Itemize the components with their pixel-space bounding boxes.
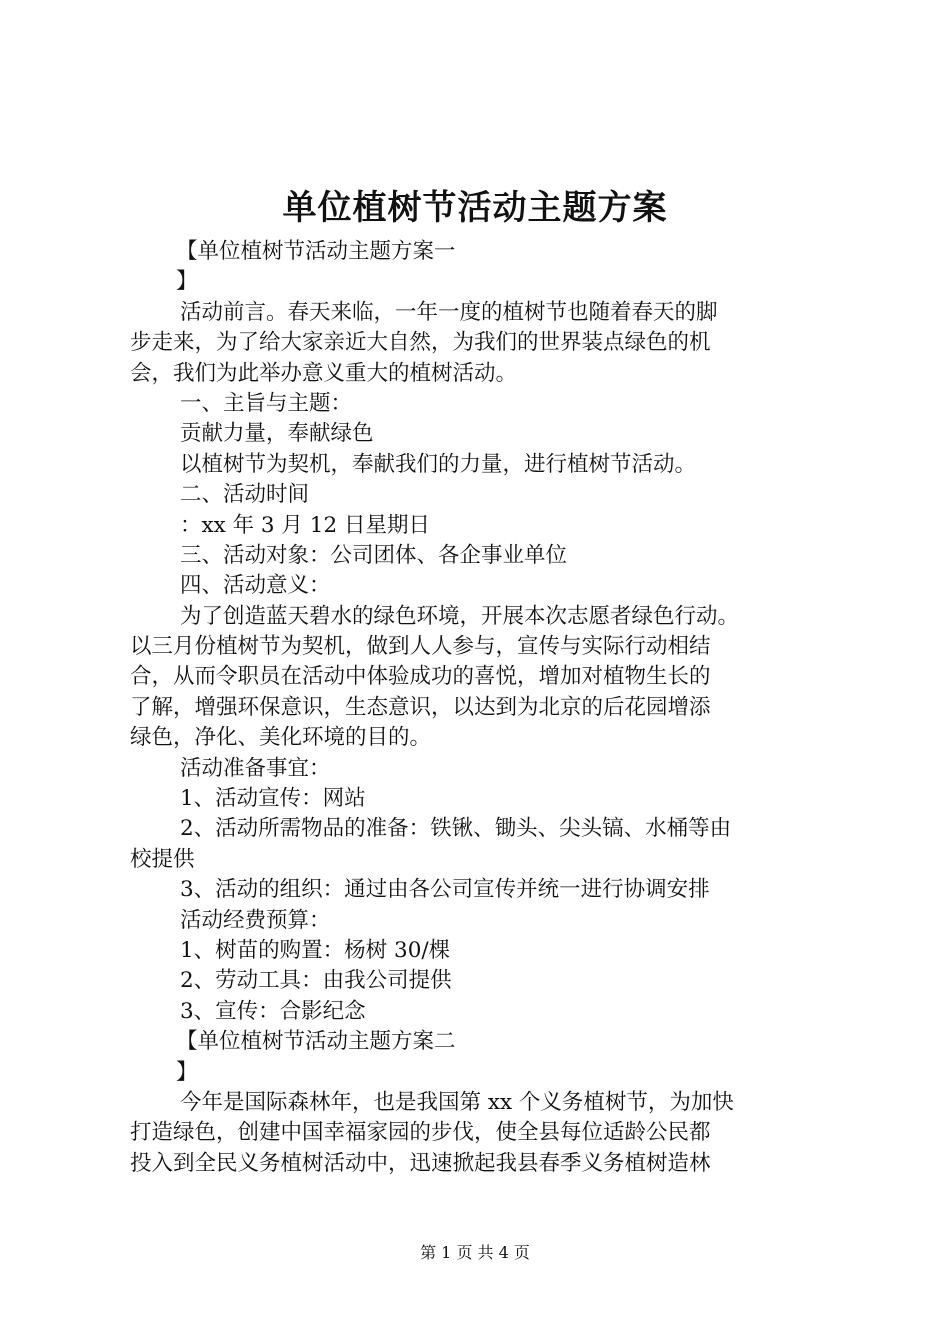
paragraph-line: 四、活动意义： [180, 573, 331, 599]
paragraph-line: ：xx 年 3 月 12 日星期日 [180, 512, 430, 538]
list-item: 3、活动的组织：通过由各公司宣传并统一进行协调安排 [180, 877, 710, 903]
paragraph-line: 活动前言。春天来临，一年一度的植树节也随着春天的脚 [180, 299, 718, 325]
paragraph-line: 贡献力量，奉献绿色 [180, 421, 374, 447]
document-title: 单位植树节活动主题方案 [282, 188, 668, 228]
section-heading-2: 【单位植树节活动主题方案二 [176, 1029, 456, 1055]
paragraph-line: 了解，增强环保意识，生态意识，以达到为北京的后花园增添 [130, 694, 711, 720]
paragraph-line: 今年是国际森林年，也是我国第 xx 个义务植树节，为加快 [180, 1089, 734, 1115]
document-body [130, 237, 830, 1179]
section-heading-1-close: 】 [176, 269, 198, 295]
paragraph-line: 为了创造蓝天碧水的绿色环境，开展本次志愿者绿色行动。 [180, 603, 740, 629]
section-heading-1: 【单位植树节活动主题方案一 [176, 239, 456, 264]
paragraph-line: 绿色，净化、美化环境的目的。 [130, 725, 432, 751]
paragraph-line: 合，从而令职员在活动中体验成功的喜悦，增加对植物生长的 [130, 664, 711, 690]
paragraph-line: 一、主旨与主题： [180, 390, 353, 416]
list-item: 2、劳动工具：由我公司提供 [180, 968, 452, 994]
section-heading-2-close: 】 [176, 1059, 198, 1085]
list-item-continuation: 校提供 [130, 846, 195, 872]
paragraph-line: 以三月份植树节为契机，做到人人参与，宣传与实际行动相结 [130, 634, 711, 660]
paragraph-line: 三、活动对象：公司团体、各企事业单位 [180, 542, 568, 568]
paragraph-line: 二、活动时间 [180, 482, 310, 508]
paragraph-line: 投入到全民义务植树活动中，迅速掀起我县春季义务植树造林 [130, 1150, 711, 1176]
paragraph-line: 活动经费预算： [180, 907, 331, 933]
list-item: 3、宣传：合影纪念 [180, 998, 366, 1024]
paragraph-line: 打造绿色，创建中国幸福家园的步伐，使全县每位适龄公民都 [130, 1120, 711, 1146]
list-item: 1、树苗的购置：杨树 30/棵 [180, 937, 451, 963]
paragraph-line: 以植树节为契机，奉献我们的力量，进行植树节活动。 [180, 451, 697, 477]
list-item: 2、活动所需物品的准备：铁锹、锄头、尖头镐、水桶等由 [180, 816, 732, 842]
paragraph-line: 步走来，为了给大家亲近大自然，为我们的世界装点绿色的机 [130, 330, 711, 356]
paragraph-line: 会，我们为此举办意义重大的植树活动。 [130, 360, 518, 386]
paragraph-line: 活动准备事宜： [180, 755, 331, 781]
page-footer: 第 1 页 共 4 页 [420, 1243, 530, 1262]
list-item: 1、活动宣传：网站 [180, 786, 366, 812]
